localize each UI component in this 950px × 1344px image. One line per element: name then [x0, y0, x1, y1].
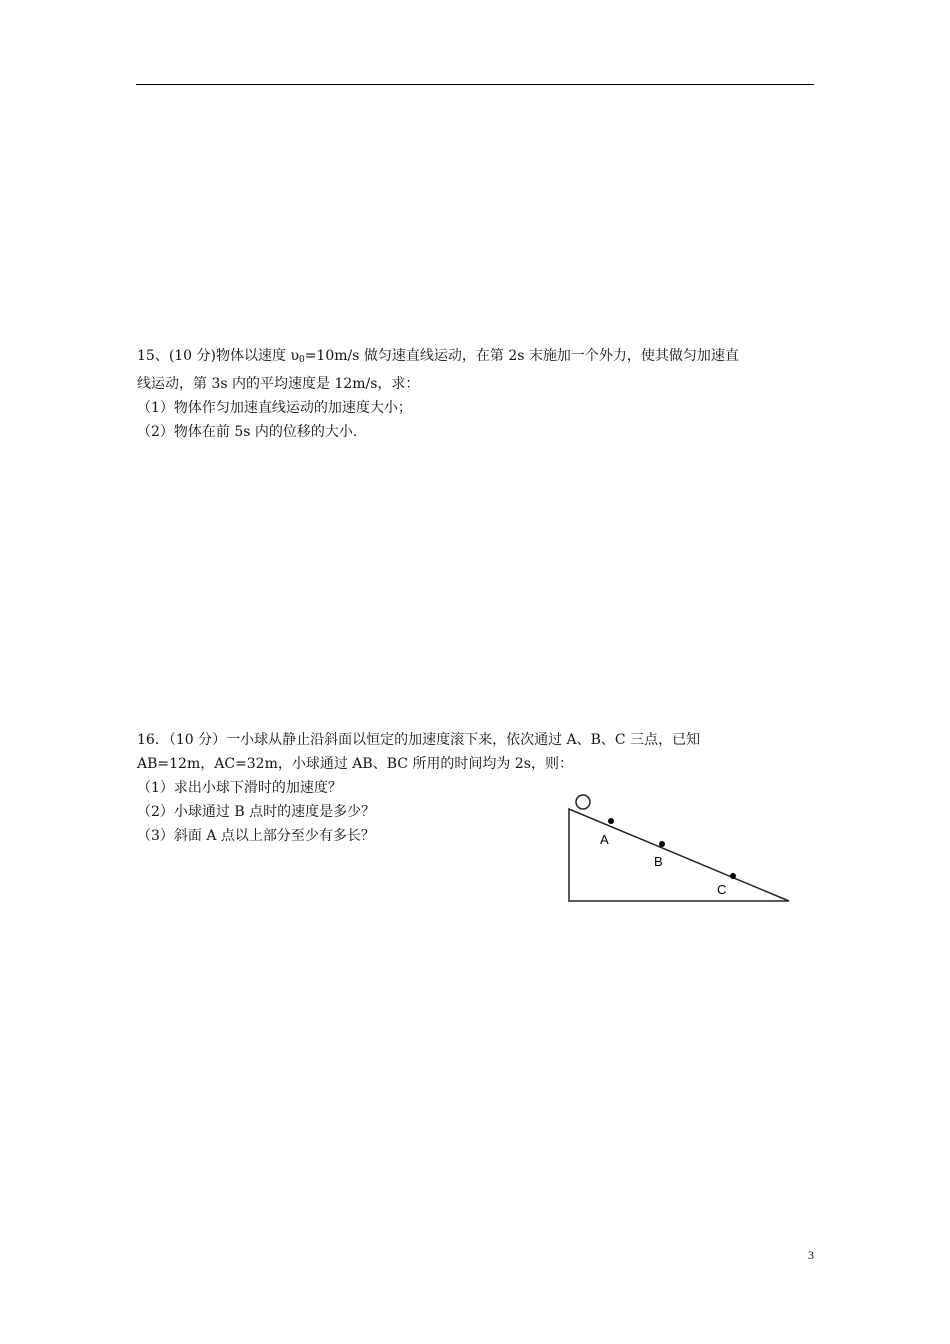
problem-16-question-3: （3）斜面 A 点以上部分至少有多长？ [137, 828, 375, 844]
header-rule [136, 84, 814, 85]
velocity-subscript: 0 [298, 355, 305, 365]
page-number: 3 [808, 1248, 814, 1262]
point-c-dot [730, 873, 736, 879]
problem-15-text-b: =10m/s 做匀速直线运动，在第 2s 末施加一个外力，使其做匀加速直 [304, 348, 739, 364]
point-a-dot [608, 818, 614, 824]
point-a-label: A [600, 832, 609, 847]
incline-diagram [562, 790, 802, 910]
problem-15-question-1: （1）物体作匀加速直线运动的加速度大小； [137, 400, 412, 416]
point-c-label: C [717, 882, 727, 897]
incline-triangle [569, 809, 789, 901]
ball [576, 795, 590, 809]
problem-16-question-1: （1）求出小球下滑时的加速度？ [137, 780, 342, 796]
problem-15-question-2: （2）物体在前 5s 内的位移的大小. [137, 424, 358, 440]
problem-15-line-2: 线运动，第 3s 内的平均速度是 12m/s，求： [137, 376, 420, 392]
point-b-dot [659, 841, 665, 847]
problem-16-question-2: （2）小球通过 B 点时的速度是多少？ [137, 804, 376, 820]
problem-15-line-1 [137, 344, 827, 372]
problem-15-text-a: 15、(10 分)物体以速度 υ [137, 348, 299, 364]
point-b-label: B [654, 854, 663, 869]
problem-15 [137, 344, 827, 444]
problem-16-line-2: AB=12m，AC=32m，小球通过 AB、BC 所用的时间均为 2s，则： [137, 756, 573, 772]
problem-16-line-1: 16．（10 分）一小球从静止沿斜面以恒定的加速度滚下来，依次通过 A、B、C 三点，已知 [137, 732, 701, 748]
